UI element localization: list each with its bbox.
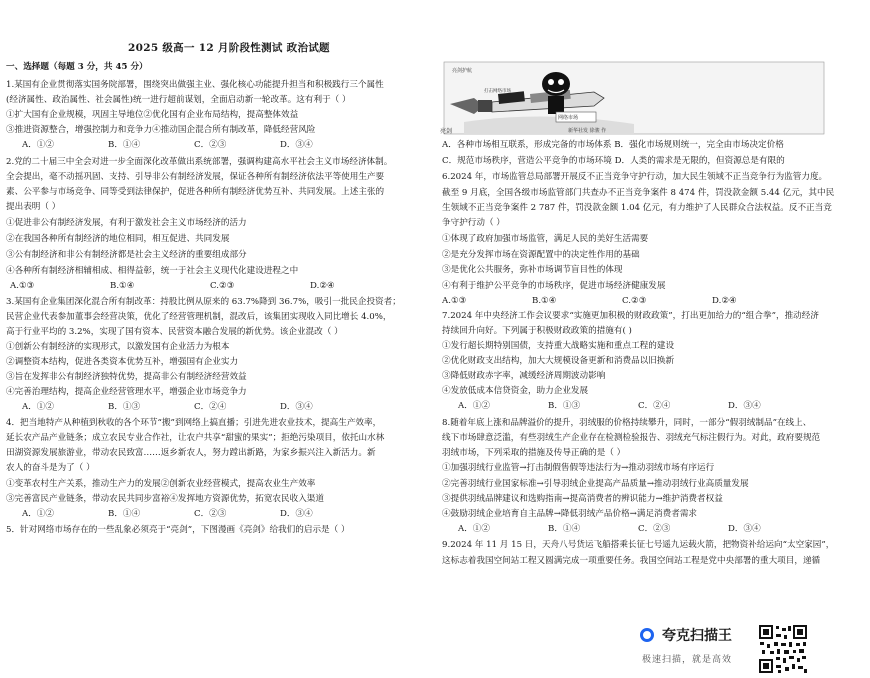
- q4-line-4: 农人的奋斗是为了（ ）: [6, 463, 95, 473]
- q3-line-4: ①创新公有制经济的实现形式，以激发国有企业活力为根本: [6, 342, 230, 352]
- logo-name: 夸克扫描王: [662, 628, 732, 644]
- q2-line-6: ②在我国各种所有制经济的地位相同，相互促进、共同发展: [6, 234, 230, 244]
- q6-line-7: ③是优化公共服务，弥补市场调节盲目性的体现: [442, 265, 623, 275]
- q8-option-a[interactable]: A．①②: [458, 524, 490, 534]
- q6-line-3: 生领域不正当竞争案件 2 787 件，罚没款金额 1.04 亿元，有力维护了人民群众合法权益。反不正当竞: [442, 203, 832, 213]
- q6-option-b[interactable]: B.①④: [532, 296, 557, 306]
- q8-line-1: 8.随着年底上涨和品牌溢价的提升，羽绒服的价格持续攀升，同时，一部分“假羽绒制品”在线上、: [442, 418, 812, 428]
- q1-line-2: (经济属性、政治属性、社会属性)统一进行超前谋划，全面启动新一轮改革。这有利于（ ）: [6, 95, 351, 105]
- q3-option-d[interactable]: D．③④: [280, 402, 313, 412]
- q7-line-1: 7.2024 年中央经济工作会议要求“实施更加积极的财政政策”，打出更加给力的“组合拳”，推动经济: [442, 311, 819, 321]
- scanner-logo: [640, 625, 760, 671]
- q6-line-4: 争守护行动（ ）: [442, 218, 505, 228]
- q1-options: [22, 140, 366, 151]
- q5-option-cd[interactable]: C．规范市场秩序，营造公平竞争的市场环境 D．人类的需求是无限的，但资源总是有限的: [442, 156, 785, 166]
- q3-line-5: ②调整资本结构，促进各类资本优势互补，增强国有企业实力: [6, 357, 239, 367]
- q4-line-2: 延长农产品产业链条；成立农民专业合作社，让农户共享“甜蜜的果实”；拒绝污染项目，依托山水林: [6, 433, 385, 443]
- exam-title: 2025 级高一 12 月阶段性测试 政治试题: [128, 42, 330, 54]
- q9-line-1: 9.2024 年 11 月 15 日，天舟八号货运飞船搭乘长征七号遥九运载火箭，把物资补给运向“太空家园”，: [442, 540, 835, 550]
- q8-line-7: ④鼓励羽绒企业培育自主品牌→降低羽绒产品价格→满足消费者需求: [442, 509, 698, 519]
- q4-line-5: ①变革农村生产关系，推动生产力的发展②创新农业经营模式，提高农业生产效率: [6, 479, 316, 489]
- logo-slogan: 极速扫描，就是高效: [642, 655, 733, 665]
- q4-option-c[interactable]: C．②③: [194, 509, 227, 519]
- q3-line-6: ③旨在发挥非公有制经济独特优势，提高非公有制经济经营效益: [6, 372, 247, 382]
- q4-line-1: 4．把当地特产从种植到秋收的各个环节“搬”到网络上搞直播；引进先进农业技术，提高生产效率，: [6, 418, 382, 428]
- q1-line-3: ①扩大国有企业规模，巩固主导地位②优化国有企业布局结构，提高整体效益: [6, 110, 299, 120]
- q8-line-3: 羽绒市场，下列采取的措施及传导正确的是（ ）: [442, 448, 626, 458]
- q4-option-b[interactable]: B．①④: [108, 509, 141, 519]
- q1-option-c[interactable]: C．②③: [194, 140, 227, 150]
- q2-option-d[interactable]: D.②④: [310, 281, 335, 291]
- q7-options: [458, 401, 818, 412]
- q8-option-d[interactable]: D．③④: [728, 524, 761, 534]
- q2-options: [10, 281, 410, 292]
- q7-option-c[interactable]: C．②④: [638, 401, 671, 411]
- cartoon-blade-label-1: 亮剑护航: [452, 68, 473, 74]
- q3-option-a[interactable]: A．①②: [22, 402, 54, 412]
- q6-line-1: 6.2024 年，市场监管总局部署开展反不正当竞争守护行动，加大民生领域不正当竞争行为监管力度。: [442, 172, 828, 182]
- q8-line-2: 线下市场肆意泛滥，有些羽绒生产企业存在检测检验报告、羽绒充气标注假行为。对此，政府要规范: [442, 433, 821, 443]
- qr-code-icon: [758, 624, 808, 674]
- section-heading: 一、选择题（每题 3 分，共 45 分）: [6, 62, 148, 72]
- q2-line-3: 素、公平参与市场竞争、同等受到法律保护，促进各种所有制经济优势互补、共同发展。上述主张的: [6, 187, 385, 197]
- q2-option-c[interactable]: C.②③: [210, 281, 235, 291]
- q2-line-5: ①促进非公有制经济发展，有利于激发社会主义市场经济的活力: [6, 218, 247, 228]
- q7-line-4: ②优化财政支出结构，加大大规模设备更新和消费品以旧换新: [442, 356, 675, 366]
- q4-option-d[interactable]: D．③④: [280, 509, 313, 519]
- q8-line-5: ②完善羽绒行业国家标准→引导羽绒企业提高产品质量→推动羽绒行业高质量发展: [442, 479, 749, 489]
- q7-option-d[interactable]: D．③④: [728, 401, 761, 411]
- q3-option-c[interactable]: C．②④: [194, 402, 227, 412]
- q7-line-5: ③降低财政赤字率，减缓经济周期波动影响: [442, 371, 606, 381]
- q7-line-2: 持续回升向好。下列属于积极财政政策的措施有( ): [442, 326, 632, 336]
- q8-line-4: ①加强羽绒行业监管→打击制假售假等违法行为→推动羽绒市场有序运行: [442, 463, 715, 473]
- q6-line-2: 截至 9 月底，全国各级市场监管部门共查办不正当竞争案件 8 474 件，罚没款金额 5.44 亿元，其中民: [442, 188, 835, 198]
- q8-option-c[interactable]: C．②③: [638, 524, 671, 534]
- q2-line-1: 2.党的二十届三中全会对进一步全面深化改革做出系统部署，强调构建高水平社会主义市场经济体制。: [6, 157, 393, 167]
- q4-option-a[interactable]: A．①②: [22, 509, 54, 519]
- cartoon-illustration: [440, 62, 824, 135]
- q2-line-4: 提出表明（ ）: [6, 202, 61, 212]
- q2-line-2: 全会提出，毫不动摇巩固、支持、引导非公有制经济发展，保证各种所有制经济依法平等使用生产要: [6, 172, 385, 182]
- q1-line-4: ③推进资源整合，增强控制力和竞争力④推动国企混合所有制改革，降低经营风险: [6, 125, 316, 135]
- q3-line-1: 3.某国有企业集团深化混合所有制改革：持股比例从原来的 63.7%降到 36.7%，吸引一批民企投资者；: [6, 297, 401, 307]
- q7-option-a[interactable]: A．①②: [458, 401, 490, 411]
- q8-options: [458, 524, 818, 535]
- q3-line-2: 民营企业代表参加董事会经营决策，优化了经营管理机制，混改后，该集团实现收入同比增长 4.0%，: [6, 312, 392, 322]
- cartoon-label-title: 亮剑: [440, 128, 453, 135]
- logo-icon: [640, 628, 654, 642]
- q2-option-b[interactable]: B.①④: [110, 281, 135, 291]
- q3-option-b[interactable]: B．①③: [108, 402, 141, 412]
- q2-option-a[interactable]: A.①③: [10, 281, 35, 291]
- q1-option-a[interactable]: A．①②: [22, 140, 54, 150]
- cartoon-blade-label-2: 打击网络市场: [484, 89, 511, 94]
- cartoon-sign-text: 网络市场: [558, 115, 579, 121]
- q6-option-c[interactable]: C.②③: [622, 296, 647, 306]
- q1-option-d[interactable]: D．③④: [280, 140, 313, 150]
- q7-line-6: ④发放低成本信贷资金，助力企业发展: [442, 386, 589, 396]
- q6-line-6: ②是充分发挥市场在资源配置中的决定性作用的基础: [442, 250, 640, 260]
- q3-line-3: 高于行业平均的 3.2%，实现了国有资本、民营资本融合发展的新优势。该企业混改（ ）: [6, 327, 343, 337]
- q5-option-ab[interactable]: A．各种市场相互联系，形成完备的市场体系 B．强化市场规则统一，完全由市场决定价格: [442, 140, 784, 150]
- q6-options: [442, 296, 802, 307]
- q6-option-a[interactable]: A.①③: [442, 296, 467, 306]
- q5-line-1: 5．针对网络市场存在的一些乱象必须亮于“亮剑”，下图漫画《亮剑》给我们的启示是（ ）: [6, 525, 350, 535]
- q4-options: [22, 509, 366, 520]
- q6-option-d[interactable]: D.②④: [712, 296, 737, 306]
- q6-line-5: ①体现了政府加强市场监管，满足人民的美好生活需要: [442, 234, 649, 244]
- q1-option-b[interactable]: B．①④: [108, 140, 141, 150]
- q7-option-b[interactable]: B．①③: [548, 401, 581, 411]
- q4-line-6: ③完善富民产业链条，带动农民共同步富裕④发挥地方资源优势，拓宽农民收入渠道: [6, 494, 324, 504]
- q3-line-7: ④完善治理结构，提高企业经营管理水平，增强企业市场竞争力: [6, 387, 247, 397]
- q4-line-3: 田湖资源发展旅游业，带动农民致富……返乡新农人，努力蹚出新路，为家乡振兴注入新活力。新: [6, 448, 376, 458]
- q8-option-b[interactable]: B．①④: [548, 524, 581, 534]
- q8-line-6: ③提供羽绒品牌建议和选购指南→提高消费者的辨识能力→维护消费者权益: [442, 494, 723, 504]
- q6-line-8: ④有利于维护公平竞争的市场秩序，促进市场经济健康发展: [442, 281, 666, 291]
- q3-options: [22, 402, 366, 413]
- q1-line-1: 1.某国有企业贯彻落实国务院部署，围绕突出做强主业、强化核心功能提升担当和积极践行三个属性: [6, 80, 384, 90]
- cartoon-credit: 新华社发 徐骏 作: [568, 128, 607, 134]
- q2-line-7: ③公有制经济和非公有制经济都是社会主义经济的重要组成部分: [6, 250, 247, 260]
- q2-line-8: ④各种所有制经济相辅相成、相得益彰，统一于社会主义现代化建设进程之中: [6, 266, 299, 276]
- q9-line-2: 这标志着我国空间站工程又圆满完成一项重要任务。我国空间站工程是党中央部署的重大项目，递循: [442, 556, 821, 566]
- q7-line-3: ①发行超长期特别国债，支持重大战略实施和重点工程的建设: [442, 341, 675, 351]
